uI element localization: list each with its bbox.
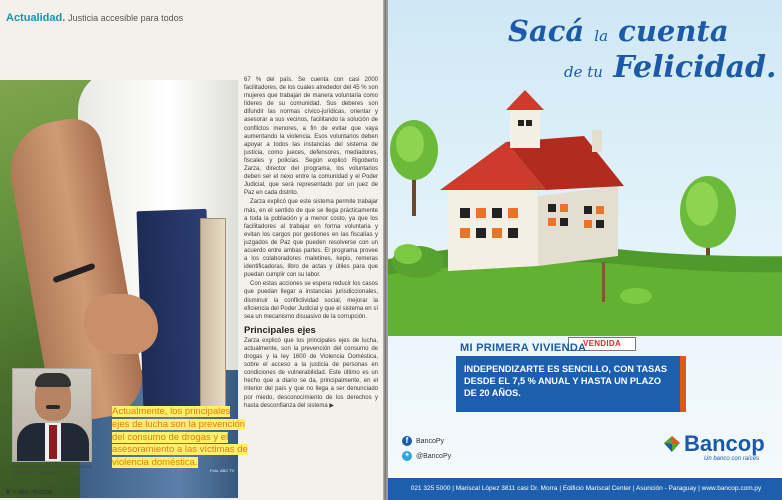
article-paragraph xyxy=(244,337,378,410)
portrait-tie xyxy=(49,425,57,459)
sign-post xyxy=(602,262,605,302)
portrait-hair xyxy=(35,373,71,387)
pull-quote xyxy=(112,406,250,470)
article-paragraph: Zarza explicó que este sistema permite trabajar más, en el sentido de que se llega prácticamente a toda la población y a menor costo, ya que los facilitadores al trabajar en forma voluntaria y evitan los cargos por gestiones en las fiscalías y juzgados de Paz que pueden resolverse con un acuerdo entre ambas partes. El programa provee a los colaboradores maletines, kepis, remeras identificadoras, libro de actas y útiles para que puedan cumplir con su labor. xyxy=(244,199,378,279)
portrait-moustache xyxy=(46,405,60,409)
article-paragraph: Con estas acciones se espera reducir los casos que puedan llegar a instancias jurisdiccionales, disminuir la conflictividad social, mejorar la eficiencia del Poder Judicial y que el sistema en sí sea un mecanismo disuasivo de la corrupción. xyxy=(244,281,378,320)
house-icon xyxy=(440,90,624,271)
headline-line-2 xyxy=(564,50,776,85)
article-body xyxy=(244,76,378,476)
twitter-handle: @BancoPy xyxy=(416,452,452,460)
bush-icon xyxy=(394,244,422,264)
offer-text: INDEPENDIZARTE ES SENCILLO, CON TASAS DESDE EL 7,5 % ANUAL Y HASTA UN PLAZO DE 20 AÑOS. xyxy=(464,364,667,398)
facebook-icon: f xyxy=(402,436,412,446)
bancop-mark-icon xyxy=(662,434,682,454)
twitter-icon: ✦ xyxy=(402,451,412,461)
portrait-caption: Roberto Zarza, director del programa de Facilitadores Judiciales. xyxy=(12,464,93,475)
photo-hand xyxy=(84,294,158,354)
facebook-handle: BancoPy xyxy=(416,437,445,445)
headline-word: de tu xyxy=(564,63,603,81)
contact-footer: 021 325 5000 | Mariscal López 3811 casi Dr. Morra | Edificio Mariscal Center | Asunción - Paraguay | www.bancop.com.py xyxy=(388,478,782,500)
product-title: MI PRIMERA VIVIENDA xyxy=(460,342,587,354)
brand-tagline: Un banco con raíces xyxy=(704,456,760,462)
sold-sign: VENDIDA xyxy=(568,337,636,351)
headline-line-1 xyxy=(508,14,729,48)
section-header xyxy=(6,12,183,24)
grass-front xyxy=(388,262,782,336)
sub-paragraph-text: Zarza explicó que los principales ejes de lucha, actualmente, son la prevención del consumo de drogas y la ley 1600 de Violencia Doméstica, sobre el acceso a la justicia de personas en condiciones de vulnerabilidad. Este último es un hecho que a diario se da, principalmente, en el interior del país y que no llega a ser denunciado por miedo, desconocimiento de los derechos y hasta desconfianza del sistema xyxy=(244,337,378,409)
section-name: Actualidad. xyxy=(6,12,66,24)
portrait-photo xyxy=(12,368,92,462)
headline-word: Sacá xyxy=(508,14,585,48)
section-subtitle: Justicia accesible para todos xyxy=(68,13,184,23)
pull-quote-text: Actualmente, los principales ejes de lucha son la prevención del consumo de drogas y el asesoramiento a las víctimas de violencia doméstica. xyxy=(112,406,248,469)
page-number: 8 xyxy=(6,489,10,496)
photo-book xyxy=(200,218,226,408)
bush-icon xyxy=(620,288,652,304)
headline-word: cuenta xyxy=(618,14,729,48)
brand-name: Bancop xyxy=(684,431,765,456)
social-links xyxy=(402,436,451,466)
right-page-ad xyxy=(386,0,782,500)
article-paragraph: 67 % del país. Se cuenta con casi 2000 facilitadores, de los cuales alrededor del 45 % son mujeres que trabajan de manera voluntaria como líderes de su comunidad. Sus deberes son difundir las normas cívico-jurídicas, orientar y asesorar a sus vecinos, facilitando la solución de conflictos menores, a fin de evitar que vaya aumentando la violencia. Esos voluntarios deben apoyar a todos las instancias del sistema de justicia, como jueces, defensores, mediadores, fiscales y policías. Según explicó Rigoberto Zarza, director del programa, los voluntarios deben ser el nexo entre la comunidad y el Poder Judicial, que será representado por un juez de Paz en cada distrito. xyxy=(244,77,378,197)
offer-box xyxy=(456,356,686,412)
twitter-row[interactable] xyxy=(402,451,451,461)
facebook-row[interactable] xyxy=(402,436,451,446)
folio-text: < abc revista xyxy=(11,489,52,496)
headline-word: la xyxy=(594,27,609,45)
left-page xyxy=(0,0,386,500)
continue-arrow-icon: ▶ xyxy=(329,402,335,409)
headline-word: Felicidad. xyxy=(613,50,777,85)
house-scene-svg xyxy=(388,86,782,336)
folio xyxy=(6,489,52,496)
tree-left-icon xyxy=(390,120,438,216)
tree-right-icon xyxy=(680,176,736,266)
photo-credit: Foto: ABC TV xyxy=(210,468,235,473)
article-subheading: Principales ejes xyxy=(244,324,316,336)
